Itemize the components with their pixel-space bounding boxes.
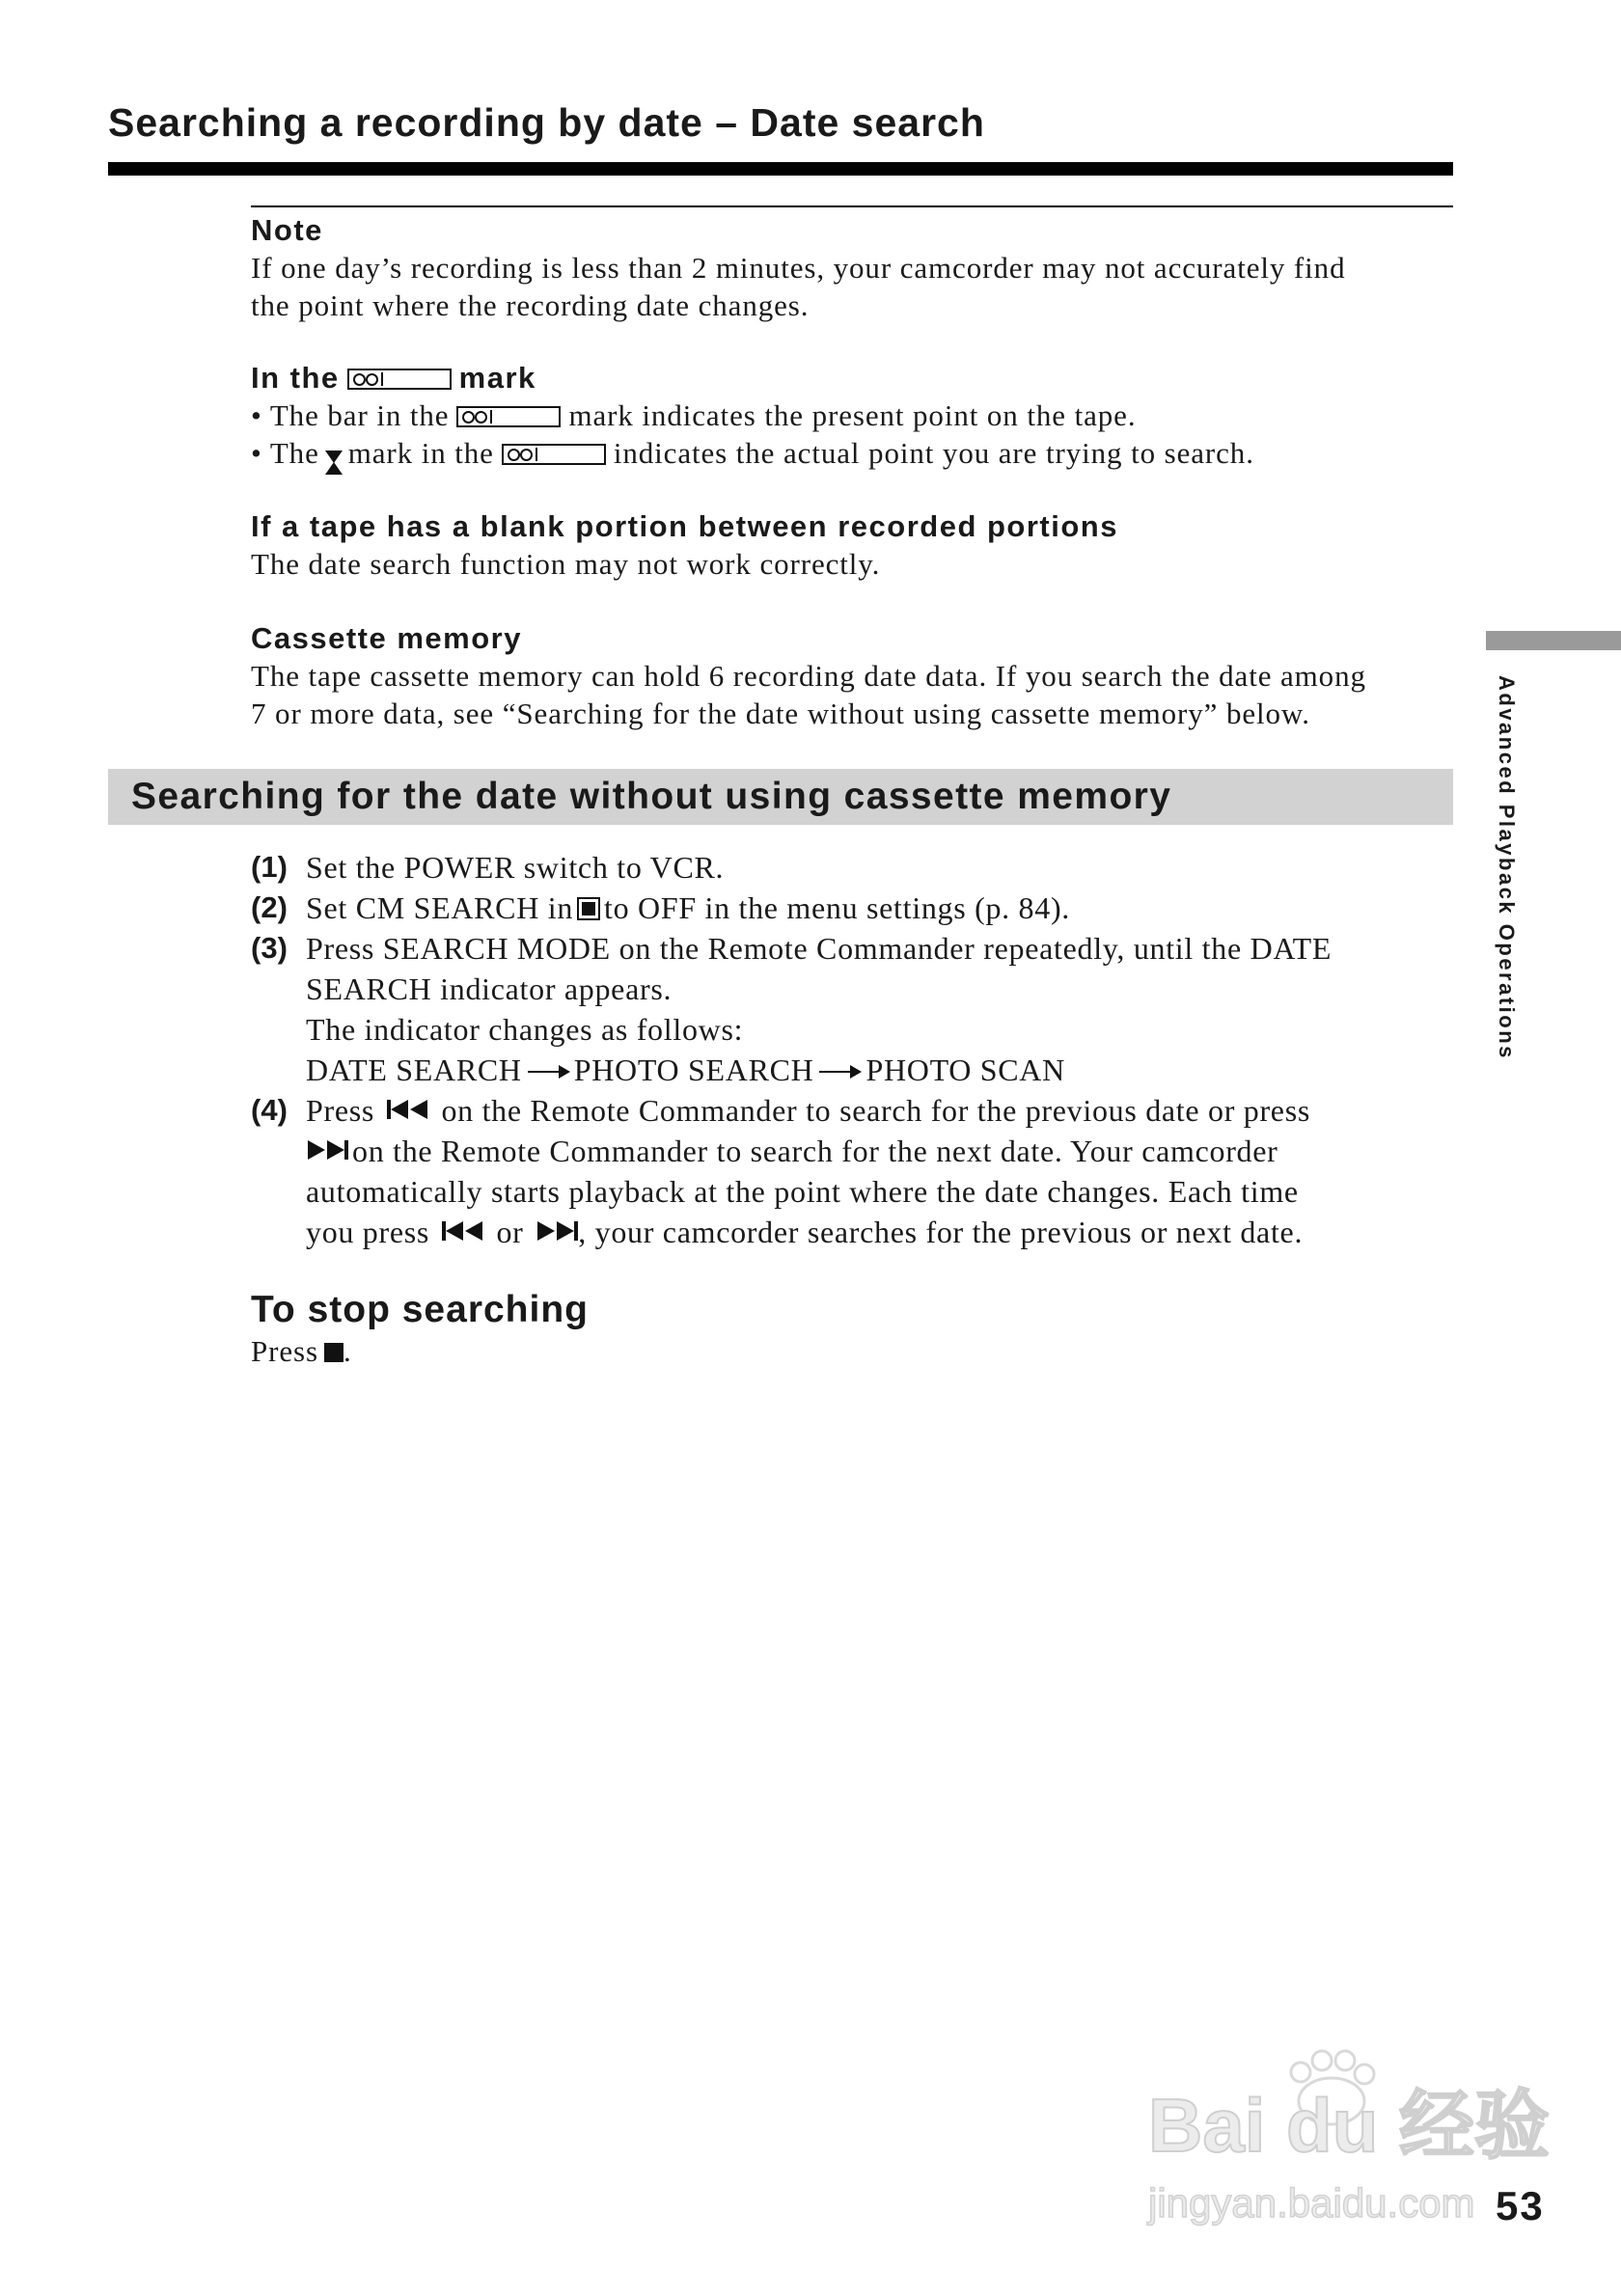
cassette-memory-mark-icon [456, 406, 561, 427]
note-line-1: If one day’s recording is less than 2 minutes, your camcorder may not accurately find [251, 251, 1346, 285]
step-4-line-4-after: , your camcorder searches for the previous or next date. [578, 1215, 1304, 1249]
bullet-1-before: • The bar in the [251, 398, 450, 432]
skip-previous-icon [387, 1098, 429, 1121]
blank-portion-block [251, 508, 1453, 583]
bullet-2-before: • The [251, 436, 319, 470]
page-title: Searching a recording by date – Date search [108, 100, 985, 145]
cassette-memory-heading: Cassette memory [251, 621, 522, 655]
in-the-mark-heading-after: mark [458, 361, 536, 395]
step-3-line-3: The indicator changes as follows: [306, 1012, 744, 1047]
hourglass-icon [325, 451, 343, 463]
step-2-before: Set CM SEARCH in [306, 890, 574, 925]
stop-icon [324, 1343, 343, 1362]
in-the-mark-block [251, 360, 1453, 472]
stop-text-before: Press [251, 1334, 318, 1368]
stop-text-after: . [343, 1334, 352, 1368]
note-heading: Note [251, 213, 323, 247]
blank-portion-text: The date search function may not work correctly. [251, 547, 881, 581]
step-4-line-2: on the Remote Commander to search for the next date. Your camcorder [352, 1134, 1278, 1168]
arrow-right-icon [528, 1071, 568, 1073]
side-tab-marker [1486, 631, 1621, 650]
section-heading-bar [108, 769, 1453, 825]
sequence-date-search: DATE SEARCH [306, 1052, 522, 1087]
stop-heading: To stop searching [251, 1289, 589, 1330]
bullet-1 [251, 396, 1453, 434]
cassette-memory-icon [577, 897, 600, 920]
step-3 [251, 928, 1457, 1090]
side-tab-label: Advanced Playback Operations [1495, 675, 1519, 1060]
step-4-line-4-before: you press [306, 1215, 430, 1249]
blank-portion-heading: If a tape has a blank portion between recorded portions [251, 509, 1118, 543]
stop-text [251, 1332, 352, 1370]
sequence-photo-search: PHOTO SEARCH [573, 1052, 814, 1087]
step-number: (2) [251, 890, 288, 924]
steps-list [251, 847, 1457, 1252]
step-number: (4) [251, 1093, 288, 1127]
step-3-line-2: SEARCH indicator appears. [306, 971, 673, 1006]
in-the-mark-heading [251, 360, 1453, 396]
step-4-line-4-or: or [496, 1215, 524, 1249]
watermark-brand: Bai du 经验 [1148, 2083, 1551, 2168]
cassette-memory-line-2: 7 or more data, see “Searching for the date without using cassette memory” below. [251, 697, 1310, 730]
note-rule [251, 205, 1453, 207]
step-text [306, 928, 1332, 1090]
bullet-2-after: indicates the actual point you are trying to search. [613, 436, 1254, 470]
bullet-1-after: mark indicates the present point on the tape. [568, 398, 1137, 432]
skip-next-icon [536, 1219, 578, 1243]
step-number: (3) [251, 931, 288, 965]
step-text: Set the POWER switch to VCR. [306, 850, 725, 885]
bullet-2 [251, 434, 1453, 472]
watermark-url: jingyan.baidu.com [1148, 2180, 1475, 2226]
skip-previous-icon [442, 1219, 484, 1243]
step-2-after: to OFF in the menu settings (p. 84). [604, 890, 1070, 925]
title-rule [108, 162, 1453, 176]
bullet-2-middle: mark in the [347, 436, 494, 470]
step-text [306, 888, 1070, 928]
step-4-line-1-after: on the Remote Commander to search for the previous date or press [441, 1093, 1311, 1128]
step-text [306, 1090, 1310, 1252]
step-1 [251, 847, 1457, 888]
note-block [251, 212, 1453, 324]
cassette-memory-mark-icon [347, 369, 452, 390]
page-number: 53 [1496, 2183, 1545, 2228]
step-2 [251, 888, 1457, 928]
cassette-memory-mark-icon [502, 444, 606, 465]
cassette-memory-block [251, 620, 1453, 732]
step-4-line-3: automatically starts playback at the point where the date changes. Each time [306, 1174, 1299, 1209]
step-4-line-1-before: Press [306, 1093, 375, 1128]
arrow-right-icon [819, 1071, 860, 1073]
sequence-photo-scan: PHOTO SCAN [865, 1052, 1065, 1087]
step-number: (1) [251, 850, 288, 884]
cassette-memory-line-1: The tape cassette memory can hold 6 recording date data. If you search the date among [251, 659, 1366, 693]
in-the-mark-heading-before: In the [251, 361, 340, 395]
section-heading: Searching for the date without using cassette memory [131, 776, 1172, 817]
step-3-line-1: Press SEARCH MODE on the Remote Commander repeatedly, until the DATE [306, 931, 1333, 966]
skip-next-icon [306, 1138, 348, 1162]
step-4 [251, 1090, 1457, 1252]
note-line-2: the point where the recording date changes. [251, 288, 810, 322]
